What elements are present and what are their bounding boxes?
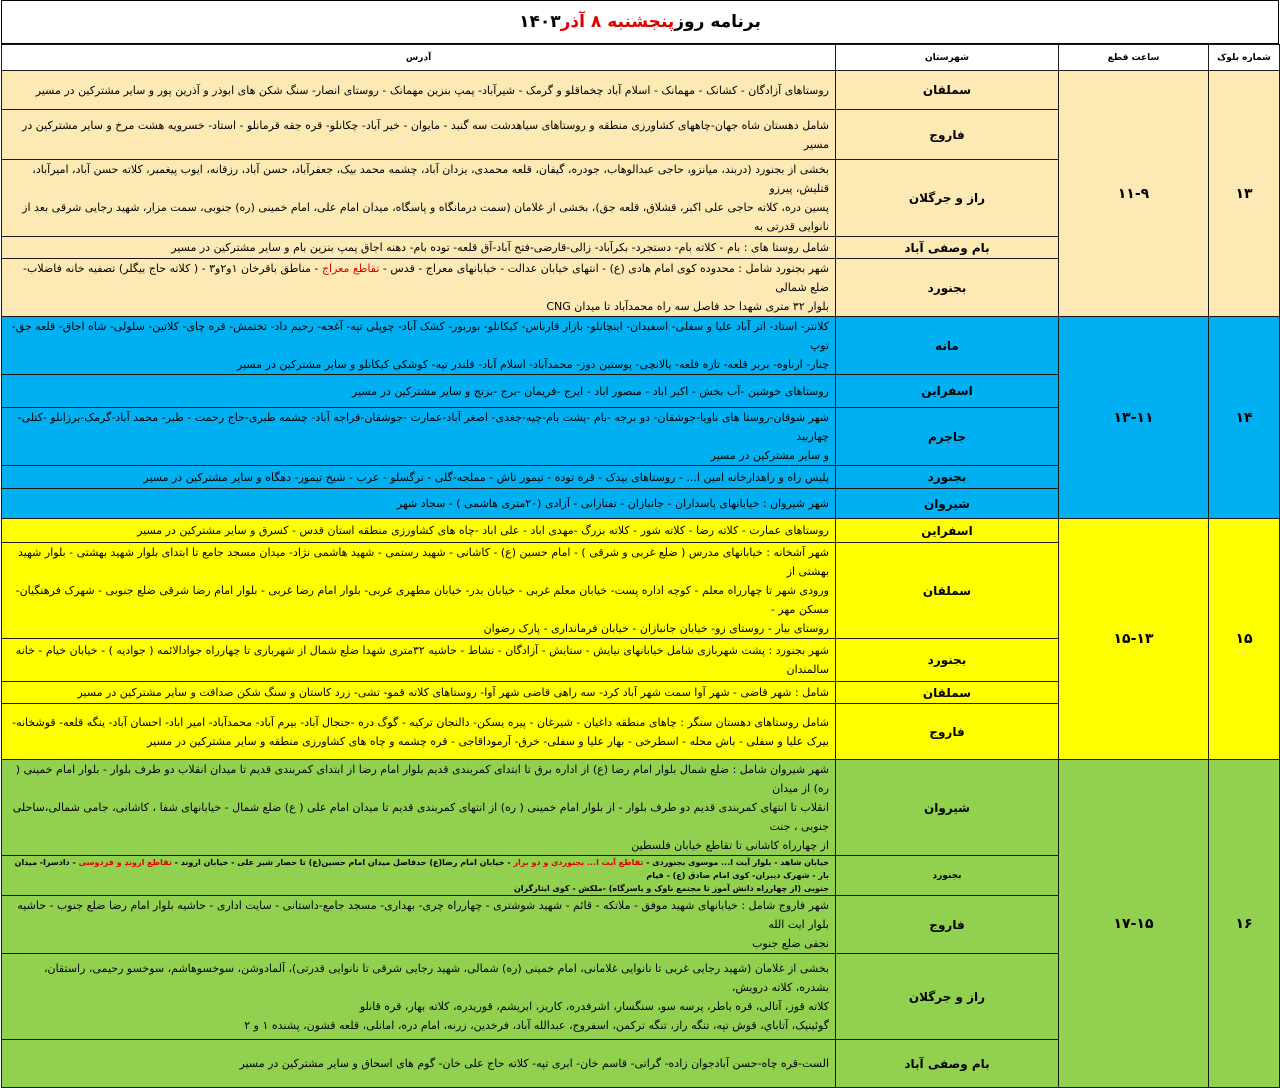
city-name: جاجرم <box>836 408 1059 466</box>
address-text: شامل : شهر قاضی - شهر آوا سمت شهر آباد کرد- سه راهی قاضی شهر آوا- روستاهای کلاته قمو- تشی- زرد کاستان و سنگ شکن صداقت و سایر مشترکین در مسیر <box>2 682 836 704</box>
city-name: فاروج <box>836 896 1059 954</box>
city-name: راز و جرگلان <box>836 160 1059 237</box>
city-name: بجنورد <box>836 259 1059 317</box>
address-text: پلیس راه و راهدارخانه امین ا... - روستاهای بیدک - قره توده - تیمور تاش - مملجه-گلی - ترگسلو - عرب - شیخ تیمور- دهگاه و سایر مشترکین در مسیر <box>2 466 836 489</box>
outage-table <box>1 44 1280 1088</box>
address-text: شهر شوقان-روستا های ناویا-جوشقان- دو برجه -بام -پشت بام-چیه-جغدی- اصغر آباد-عمارت -جوشقان-قراجه آباد- چشمه طبری-حاج رحمت - طبر- محمد آباد-گرمک-برزانلو -کتلی-چهاربید و سایر مشترکین در مسیر <box>2 408 836 466</box>
outage-time: ۱۱-۹ <box>1059 71 1209 317</box>
address-part: خیابان شاهد - بلوار آیت ا... موسوی بجنوردی - <box>643 858 829 867</box>
address-text: روستاهای عمارت - کلاته رضا - کلاته شور - کلاته بزرگ -مهدی اباد - علی اباد -چاه های کشاورزی منطقه استان قدس - کسرق و سایر مشترکین در مسیر <box>2 519 836 543</box>
address-part: - دادسرا- میدان بار - شهرک دیبران- کوی امام صادق (ع) - قیام جنوبی (از چهارراه دانش آموز تا مجتمع ناوک و یاسرگاه) -ملکش - کوی ایثارگران <box>14 858 829 893</box>
title-date-highlight: پنجشنبه ۸ آذر <box>560 12 675 32</box>
city-name: بام وصفی آباد <box>836 1040 1059 1088</box>
address-text <box>2 856 836 896</box>
title-prefix: برنامه روز <box>674 12 761 32</box>
city-name: اسفراین <box>836 375 1059 408</box>
city-name: فاروج <box>836 110 1059 160</box>
table-row <box>2 760 1280 856</box>
address-part: - مناطق باقرخان ۱و۲و۳ - ( کلاته حاج بیگلر) تصفیه خانه فاضلاب-ضلع شمالی بلوار ۳۲ متری شهدا حد فاصل سه راه محمدآباد تا میدان CNG <box>23 262 829 313</box>
city-name: سملقان <box>836 543 1059 639</box>
city-name: اسفراین <box>836 519 1059 543</box>
address-highlight: تقاطع معراج <box>321 262 380 275</box>
address-part: شهر بجنورد شامل : محدوده کوی امام هادی (ع) - انتهای خیابان عدالت - خیابانهای معراج - قدس - <box>379 262 829 275</box>
header-city: شهرستان <box>836 45 1059 71</box>
address-text <box>2 259 836 317</box>
header-time: ساعت قطع <box>1059 45 1209 71</box>
address-text: شهر فاروج شامل : خیابانهای شهید موفق - ملاتکه - قائم - شهید شوشتری - چهارراه چری- بهداری- مسجد جامع-داستانی - سایت اداری - حاشیه بلوار امام رضا ضلع جنوب - حاشیه بلوار ایت الله نجفی ضلع جنوب <box>2 896 836 954</box>
city-name: راز و جرگلان <box>836 954 1059 1040</box>
header-row <box>2 45 1280 71</box>
outage-time: ۱۷-۱۵ <box>1059 760 1209 1088</box>
table-body <box>2 71 1280 1088</box>
city-name: شیروان <box>836 489 1059 519</box>
city-name: سملقان <box>836 682 1059 704</box>
block-number: ۱۵ <box>1209 519 1280 760</box>
address-text: بخشی از غلامان (شهید رجایی غربی تا نانوایی غلامانی، امام خمینی (ره) شمالی، شهید رجایی شرقی تا نانوایی قدرتی)، آلمادوشن، سوخسوهاشم، سوخسو رحیمی، راستقان، بشدره، کلاته درویش، کلاته قوز، آتالی، قره باطر، پرسه سو، سنگسار، اشرفدره، کاریز، ابریشم، قوریدره، کلاته بهار، قره قانلو گوئینیک، آتاباي، قوش تپه، تنگه راز، تنگه ترکمن، اسفروج، عبدالله آباد، فرخدین، زرنه، امام دره، امانلی، قلعه قشون، پشنده ۱ و ۲ <box>2 954 836 1040</box>
address-part: - خیابان امام رضا(ع) حدفاصل میدان امام حسین(ع) تا حصار شیر علی - خیابان اروند - <box>171 858 514 867</box>
city-name: مانه <box>836 317 1059 375</box>
address-text: کلانتر- استاد- اتر آباد علیا و سفلی- اسفیدان- اینچانلو- بازار قارناس- کیکانلو- بوربور- کشک آباد- چوپلی تپه- آغجه- رحیم داد- تختمش- قره چای- کلاتین- سلولی- شاه اجاق- قلعه جق- توپ چنار- ارناوه- بربر قلعه- تازه قلعه- یالانچی- پوستین دوز- محمدآباد- اسلام آباد- قلندر تپه- کوشکی کیکانلو و سایر مشترکین در مسیر <box>2 317 836 375</box>
address-text: شهر شیروان : خیابانهای پاسداران - جانبازان - تفتازانی - آزادی (۲۰متری هاشمی ) - سجاد شهر <box>2 489 836 519</box>
address-text: شامل روستاهای دهستان سنگر : چاهای منطقه داغیان - شیرغان - پیره یسکن- دالنجان ترکیه - گوگ دره -جنجال آباد- بیرم آباد- محمدآباد- امیر اباد- احسان آباد- ینگه قلعه- قوشخانه- بیرک علیا و سفلی - باش محله - اسطرخی - بهار علیا و سفلی- خرق- آرموداقاجی - قره چشمه و چاه های کشاورزی منطقه و سایر مشترکین در مسیر <box>2 704 836 760</box>
table-row <box>2 71 1280 110</box>
address-text: بخشی از بجنورد (دربند، میانزو، حاجی عبدالوهاب، جودره، گیفان، قلعه محمدی، یزدان آباد، چشمه محمد بیک، جعفرآباد، حسن آباد، رزقانه، ایوب پیغمبر، کلاته حسن آباد، امیرآباد، قتلیش، پیرزو پسین دره، کلاته حاجی علی اکبر، قشلاق، قلعه جق)، بخشی از غلامان (سمت درمانگاه و پاسگاه، میدان امام علی، امام خمینی (ره) جنوبی، سمت مزار، شهید رجایی شرقی بعد از نانوایی قدرتی به <box>2 160 836 237</box>
page-title <box>1 0 1279 44</box>
city-name: بام وصفی آباد <box>836 237 1059 259</box>
block-number: ۱۳ <box>1209 71 1280 317</box>
address-highlight: تقاطع آیت ا... بجنوردی و دو برار <box>513 858 644 867</box>
outage-time: ۱۳-۱۱ <box>1059 317 1209 519</box>
city-name: فاروج <box>836 704 1059 760</box>
header-block: شماره بلوک <box>1209 45 1280 71</box>
block-number: ۱۴ <box>1209 317 1280 519</box>
address-text: شهر آشخانه : خیابانهای مدرس ( ضلع غربی و شرقی ) - امام حسین (ع) - کاشانی - شهید رستمی - شهید هاشمی نژاد- میدان مسجد جامع تا ابتدای بلوار شهید بهشتی - بلوار شهید بهشتی از ورودی شهر تا چهارراه معلم - کوچه اداره پست- خیابان معلم غربی - خیابان بدر- خیابان مطهری غربی- بلوار امام رضا غربی - بلوار امام رضا شرقی ضلع جنوبی - شهرک فرهنگیان- مسکن مهر - روستای بیار - روستای زو- خیابان جانبازان - خیابان فرمانداری - پارک رضوان <box>2 543 836 639</box>
address-text: شامل روستا های : بام - کلاته بام- دستجرد- بکرآباد- زالی-قارضی-فتح آباد-آق قلعه- توده بام- دهنه اجاق پمپ بنزین بام و سایر مشترکین در مسیر <box>2 237 836 259</box>
title-year: ۱۴۰۳ <box>519 12 561 32</box>
city-name: بجنورد <box>836 639 1059 682</box>
address-text: شامل دهستان شاه جهان-چاههای کشاورزی منطقه و روستاهای سیاهدشت سه گنبد - مایوان - خیر آباد- چکانلو- قره جقه قرمانلو - استاد- خسرویه هشت مرخ و سایر مشترکین در مسیر <box>2 110 836 160</box>
address-text: روستاهای خوشین -آب بخش - اکبر اباد - منصور اباد - ایرج -فریمان -برج -بزنج و سایر مشترکین در مسیر <box>2 375 836 408</box>
table-row <box>2 317 1280 375</box>
city-name: بجنورد <box>836 466 1059 489</box>
address-text: روستاهای آزادگان - کشانک - مهمانک - اسلام آباد چخماقلو و گرمک - شیرآباد- پمپ بنزین مهمانک - روستای انصار- سنگ شکن های ابوذر و آذرین پور و سایر مشترکین در مسیر <box>2 71 836 110</box>
address-highlight: تقاطع اروند و فردوسی <box>78 858 172 867</box>
table-row <box>2 519 1280 543</box>
city-name: شیروان <box>836 760 1059 856</box>
header-address: آدرس <box>2 45 836 71</box>
address-text: شهر شیروان شامل : ضلع شمال بلوار امام رضا (ع) از اداره برق تا ابتدای کمربندی قدیم بلوار امام رضا از ابتدای کمربندی قدیم تا میدان انقلاب دو طرف بلوار - بلوار امام خمینی ( ره) از میدان انقلاب تا انتهای کمربندی قدیم دو طرف بلوار - از بلوار امام خمینی ( ره) از انتهای کمربندی قدیم تا میدان امام علی ( ع) ضلع شمال - خیابانهای شفا ، کاشانی، جامی شمالی،ساحلی جنوبی ، جنت از چهارراه کاشانی تا تقاطع خیابان فلسطین <box>2 760 836 856</box>
outage-time: ۱۵-۱۳ <box>1059 519 1209 760</box>
block-number: ۱۶ <box>1209 760 1280 1088</box>
city-name: سملقان <box>836 71 1059 110</box>
address-text: شهر بجنورد : پشت شهربازی شامل خیابانهای نیایش - ستایش - آزادگان - نشاط - حاشیه ۳۲متری شهدا ضلع شمال از شهربازی تا چهارراه جوادالائمه ( جوادیه ) - خیابان خیام - خانه سالمندان <box>2 639 836 682</box>
city-name: بجنورد <box>836 856 1059 896</box>
address-text: الست-قره چاه-حسن آبادجوان زاده- گراتی- قاسم خان- ابری تپه- کلاته حاج علی خان- گوم های اسحاق و سایر مشترکین در مسیر <box>2 1040 836 1088</box>
